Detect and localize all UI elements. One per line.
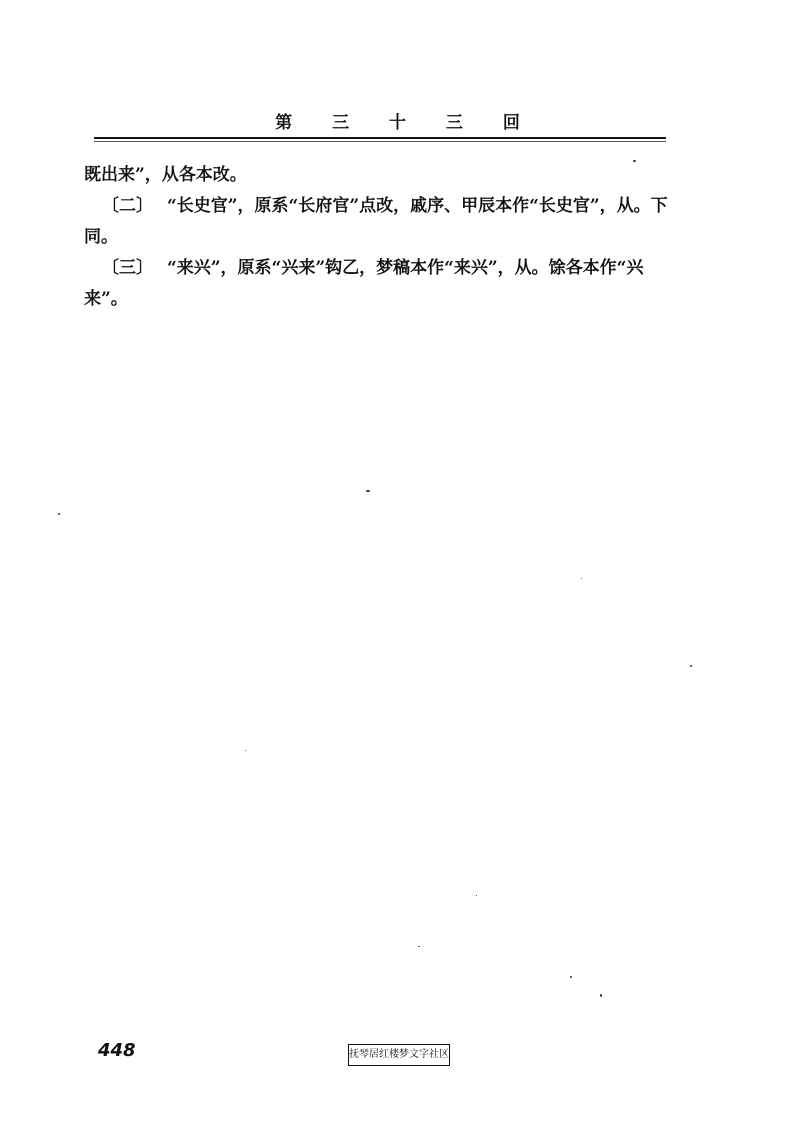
scan-speck: [690, 665, 692, 667]
scan-speck: [476, 895, 477, 896]
note-3: [84, 253, 674, 315]
scan-speck: [418, 946, 420, 947]
notes-body: [84, 160, 674, 315]
note-number: 〔三〕: [102, 258, 153, 278]
scan-speck: [570, 976, 572, 978]
header-rule-thin: [94, 141, 666, 142]
note-text: “来兴”，原系“兴来”钩乙，梦稿本作“来兴”，从。馀各本作“兴来”。: [84, 258, 644, 309]
note-number: 〔二〕: [102, 196, 153, 216]
scan-speck: [58, 513, 60, 515]
page-number: 448: [98, 1040, 136, 1061]
scan-speck: [366, 490, 370, 492]
scan-speck: [633, 160, 636, 162]
note-text: 既出来”，从各本改。: [84, 165, 247, 185]
note-text: “长史官”，原系“长府官”点改，戚序、甲辰本作“长史官”，从。下同。: [84, 196, 668, 247]
scan-speck: [245, 750, 246, 751]
note-continuation: [84, 160, 674, 191]
scan-speck: [600, 994, 602, 997]
note-2: [84, 191, 674, 253]
header-rule-thick: [94, 137, 666, 139]
watermark-stamp: 抚琴居红楼梦文字社区: [348, 1044, 450, 1066]
scan-speck: [581, 578, 582, 579]
chapter-header-title: 第 三 十 三 回: [275, 113, 537, 133]
